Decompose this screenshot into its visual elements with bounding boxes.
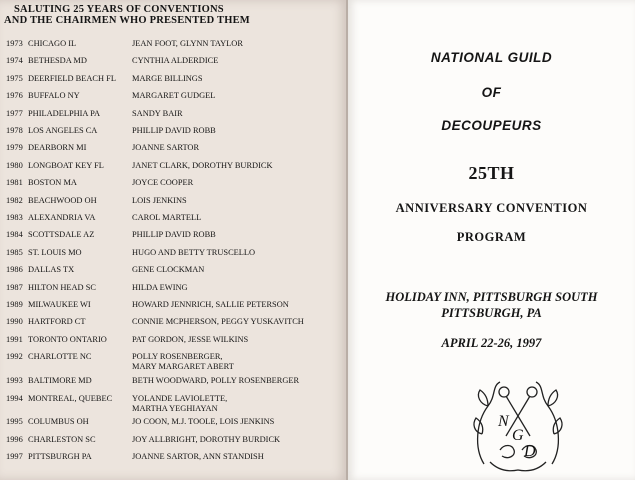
convention-city: LOS ANGELES CA [28,126,98,135]
chairmen-line: POLLY ROSENBERGER, [132,352,223,362]
convention-city: PHILADELPHIA PA [28,108,101,118]
convention-chairmen [132,91,215,101]
convention-year: 1996 [6,434,23,444]
venue-line-2: PITTSBURGH, PA [441,306,542,320]
convention-chairmen [132,126,216,136]
chairmen-line: YOLANDE LAVIOLETTE, [132,393,228,403]
convention-city: SCOTTSDALE AZ [28,230,95,240]
program-line: PROGRAM [456,230,527,244]
chairmen-line: CAROL MARTELL [132,213,202,222]
chairmen-line: JOANNE SARTOR [132,143,200,153]
ngd-monogram-emblem-icon [470,376,566,474]
convention-city: PITTSBURGH PA [28,452,92,462]
convention-year: 1981 [6,178,23,188]
chairmen-line: JOYCE COOPER [132,178,194,188]
convention-chairmen [132,213,201,223]
anniversary-convention-line: ANNIVERSARY CONVENTION [395,201,588,215]
convention-city: LONGBOAT KEY FL [28,160,104,170]
heading-line-2: AND THE CHAIRMEN WHO PRESENTED THEM [4,15,250,26]
chairmen-line: MARGE BILLINGS [132,73,203,83]
chairmen-line: CONNIE MCPHERSON, PEGGY YUSKAVITCH [132,317,304,327]
convention-chairmen [132,161,273,171]
chairmen-line: MARY MARGARET ABERT [132,362,234,372]
chairmen-line: GENE CLOCKMAN [132,265,205,275]
chairmen-line: CYNTHIA ALDERDICE [132,56,219,66]
convention-chairmen [132,352,234,372]
convention-year: 1994 [6,393,23,403]
convention-chairmen [132,196,187,206]
convention-year: 1989 [6,300,23,309]
convention-city: BUFFALO NY [28,91,80,101]
convention-chairmen [132,230,216,240]
convention-city: CHICAGO IL [28,39,77,48]
convention-year: 1976 [6,91,23,101]
convention-city: MILWAUKEE WI [28,300,91,309]
convention-city: HILTON HEAD SC [28,282,96,292]
convention-city: BOSTON MA [28,178,77,188]
chairmen-line: JOY ALLBRIGHT, DOROTHY BURDICK [132,434,281,444]
emblem-letter-d: D [524,443,536,460]
convention-year: 1993 [6,376,23,386]
convention-city: DALLAS TX [28,265,75,275]
convention-year: 1982 [6,195,23,205]
convention-chairmen [132,435,280,445]
guild-name-line-1: NATIONAL GUILD [430,50,553,65]
convention-chairmen [132,109,183,119]
convention-city: BETHESDA MD [28,56,87,66]
convention-city: ST. LOUIS MO [28,247,82,257]
convention-city: COLUMBUS OH [28,417,89,427]
convention-year: 1983 [6,213,23,222]
convention-year: 1975 [6,73,23,83]
chairmen-line: JEAN FOOT, GLYNN TAYLOR [132,39,243,48]
convention-chairmen [132,283,188,293]
chairmen-line: JOANNE SARTOR, ANN STANDISH [132,452,264,462]
convention-city: HARTFORD CT [28,317,86,327]
chairmen-line: HOWARD JENNRICH, SALLIE PETERSON [132,300,289,309]
convention-city: CHARLESTON SC [28,434,96,444]
convention-chairmen [132,56,218,66]
guild-name-line-2: OF [481,85,502,100]
emblem-letter-n: N [498,413,509,430]
convention-chairmen [132,417,274,427]
chairmen-line: HILDA EWING [132,282,188,292]
convention-city: BEACHWOOD OH [28,195,97,205]
anniversary-number: 25TH [468,163,515,183]
convention-chairmen [132,394,227,414]
convention-year: 1995 [6,417,23,427]
chairmen-line: JANET CLARK, DOROTHY BURDICK [132,160,273,170]
convention-year: 1990 [6,317,23,327]
convention-year: 1986 [6,265,23,275]
chairmen-line: PHILLIP DAVID ROBB [132,126,216,135]
list-heading [4,4,334,26]
chairmen-line: PHILLIP DAVID ROBB [132,230,216,240]
chairmen-line: HUGO AND BETTY TRUSCELLO [132,247,256,257]
venue-line-1: HOLIDAY INN, PITTSBURGH SOUTH [385,290,598,304]
convention-year: 1974 [6,56,23,66]
convention-chairmen [132,376,299,386]
convention-city: DEERFIELD BEACH FL [28,73,116,83]
convention-city: TORONTO ONTARIO [28,334,107,344]
convention-year: 1992 [6,352,23,362]
convention-city: MONTREAL, QUEBEC [28,393,113,403]
convention-year: 1987 [6,282,23,292]
convention-year: 1980 [6,160,23,170]
heading-line-1: SALUTING 25 YEARS OF CONVENTIONS [14,4,224,15]
convention-city: DEARBORN MI [28,143,87,153]
convention-year: 1991 [6,334,23,344]
chairmen-line: SANDY BAIR [132,108,183,118]
chairmen-line: JO COON, M.J. TOOLE, LOIS JENKINS [132,417,275,427]
convention-dates: APRIL 22-26, 1997 [441,336,542,350]
chairmen-line: MARTHA YEGHIAYAN [132,403,218,413]
chairmen-line: MARGARET GUDGEL [132,91,216,101]
convention-year: 1984 [6,230,23,240]
convention-chairmen [132,335,248,345]
chairmen-line: BETH WOODWARD, POLLY ROSENBERGER [132,376,300,386]
convention-year: 1985 [6,247,23,257]
convention-chairmen [132,39,243,49]
convention-city: ALEXANDRIA VA [28,213,96,222]
convention-chairmen [132,74,203,84]
convention-year: 1977 [6,108,23,118]
convention-chairmen [132,300,289,310]
convention-chairmen [132,143,199,153]
emblem-letter-g: G [512,427,524,444]
convention-chairmen [132,248,255,258]
convention-city: CHARLOTTE NC [28,352,92,362]
chairmen-line: LOIS JENKINS [132,195,187,205]
convention-year: 1979 [6,143,23,153]
convention-year: 1997 [6,452,23,462]
convention-chairmen [132,265,204,275]
convention-chairmen [132,452,264,462]
chairmen-line: PAT GORDON, JESSE WILKINS [132,334,249,344]
convention-city: BALTIMORE MD [28,376,92,386]
convention-year: 1978 [6,126,23,135]
convention-chairmen [132,317,304,327]
convention-chairmen [132,178,193,188]
convention-year: 1973 [6,39,23,48]
guild-name-line-3: DECOUPEURS [441,118,542,133]
